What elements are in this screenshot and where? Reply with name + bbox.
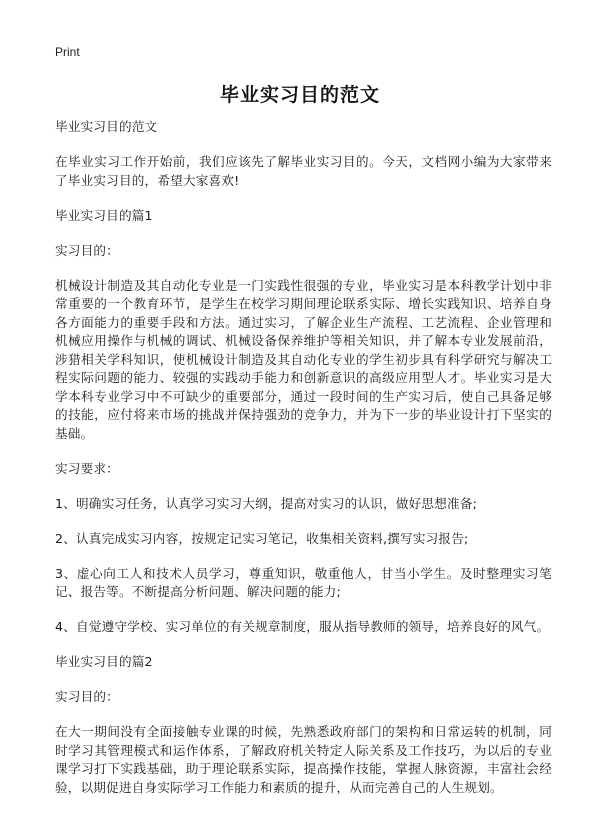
paragraph-label-purpose-1: 实习目的： xyxy=(55,242,119,258)
paragraph-purpose-2: 在大一期间没有全面接触专业课的时候，先熟悉政府部门的架构和日常运转的机制，同时学习其管理模式和运作体系，了解政府机关特定人际关系及工作技巧，为以后的专业课学习打下实践基础，助于理论联系实际，提高操作技能，掌握人脉资源，丰富社会经验，以期促进自身实际学习工作能力和素质的提升，从而完善自己的人生规划。 xyxy=(55,724,552,795)
requirement-item-4: 4、自觉遵守学校、实习单位的有关规章制度，服从指导教师的领导，培养良好的风气。 xyxy=(55,619,550,634)
paragraph-purpose-1: 机械设计制造及其自动化专业是一门实践性很强的专业，毕业实习是本科教学计划中非常重要的一个教育环节，是学生在校学习期间理论联系实际、增长实践知识、培养自身各方面能力的重要手段和方法。通过实习，了解企业生产流程、工艺流程、企业管理和机械应用操作与机械的调试、机械设备保养维护等相关知识，并了解本专业发展前沿，涉猎相关学科知识，使机械设计制造及其自动化专业的学生初步具有科学研究与解决工程实际问题的能力、较强的实践动手能力和创新意识的高级应用型人才。毕业实习是大学本科专业学习中不可缺少的重要部分，通过一段时间的生产实习后，使自己具备足够的技能，应付将来市场的挑战并保持强劲的竞争力，并为下一步的毕业设计打下坚实的基础。 xyxy=(55,277,552,441)
section-heading-2: 毕业实习目的篇2 xyxy=(55,654,153,669)
paragraph-intro: 在毕业实习工作开始前，我们应该先了解毕业实习目的。今天，文档网小编为大家带来了毕业实习目的，希望大家喜欢! xyxy=(55,154,552,188)
section-heading-1: 毕业实习目的篇1 xyxy=(55,207,153,223)
requirement-item-1: 1、明确实习任务，认真学习实习大纲，提高对实习的认识，做好思想准备; xyxy=(55,495,478,511)
page-title: 毕业实习目的范文 xyxy=(219,84,380,106)
requirement-item-2: 2、认真完成实习内容，按规定记实习笔记，收集相关资料,撰写实习报告; xyxy=(55,530,469,546)
paragraph-label-purpose-2: 实习目的： xyxy=(55,689,119,704)
document-body xyxy=(55,118,552,814)
print-link[interactable]: Print xyxy=(55,45,80,59)
paragraph-subtitle: 毕业实习目的范文 xyxy=(55,119,158,134)
requirement-item-3: 3、虚心向工人和技术人员学习，尊重知识，敬重他人，甘当小学生。及时整理实习笔记、报告等。不断提高分析问题、解决问题的能力; xyxy=(55,565,552,599)
paragraph-label-requirements: 实习要求： xyxy=(55,460,119,476)
